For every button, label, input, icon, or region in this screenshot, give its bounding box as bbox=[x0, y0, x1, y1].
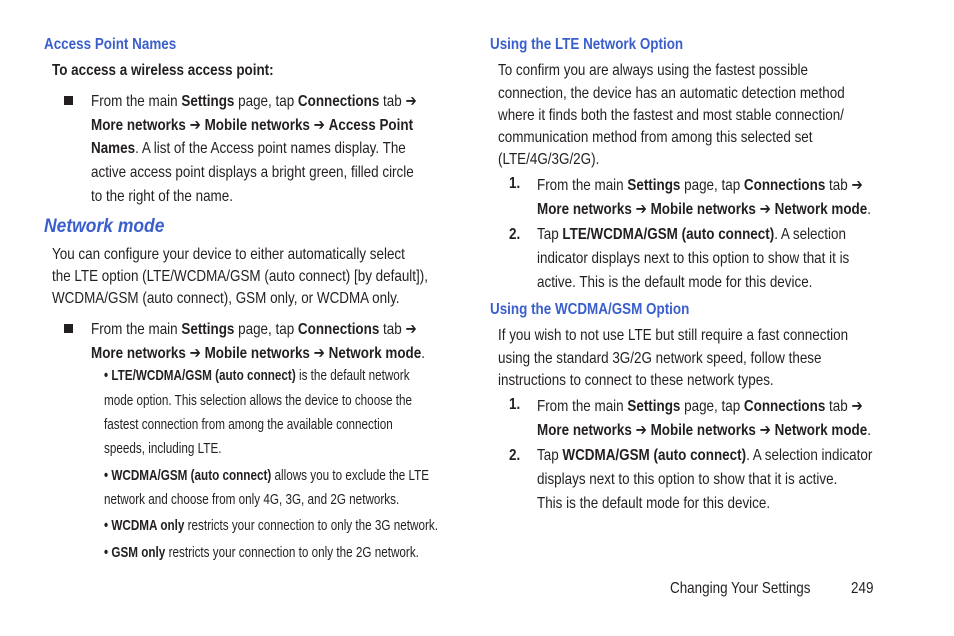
apn-step-line1: From the main Settings page, tap Connections tab ➔ bbox=[91, 91, 417, 110]
lte-para-line5: (LTE/4G/3G/2G). bbox=[498, 151, 600, 168]
arrow-icon: ➔ bbox=[759, 199, 771, 218]
lte-option-heading: Using the LTE Network Option bbox=[490, 36, 684, 53]
network-mode-para-line1: You can configure your device to either automatically select bbox=[52, 246, 405, 263]
bullet-square bbox=[64, 96, 73, 105]
arrow-icon: ➔ bbox=[189, 115, 201, 134]
nm-step-line1: From the main Settings page, tap Connections tab ➔ bbox=[91, 319, 417, 338]
lte-para-line4: communication method from among this selected set bbox=[498, 129, 813, 146]
step-number: 1. bbox=[509, 175, 521, 192]
step-number: 1. bbox=[509, 396, 521, 413]
wcdma-gsm-option-heading: Using the WCDMA/GSM Option bbox=[490, 301, 690, 318]
wcdma-step2-line3: This is the default mode for this device. bbox=[537, 495, 771, 512]
network-mode-para-line3: WCDMA/GSM (auto connect), GSM only, or WCDMA only. bbox=[52, 290, 400, 307]
apn-step-line2: More networks ➔ Mobile networks ➔ Access Point bbox=[91, 115, 414, 134]
page-number: 249 bbox=[851, 580, 874, 597]
apn-step-line5: to the right of the name. bbox=[91, 188, 233, 205]
bullet-square bbox=[64, 324, 73, 333]
apn-step-line4: active access point displays a bright green, filled circle bbox=[91, 164, 414, 181]
arrow-icon: ➔ bbox=[851, 396, 863, 415]
sub-bullet-gsm-only: • GSM only restricts your connection to only the 2G network. bbox=[104, 544, 419, 561]
lte-para-line2: connection, the device has an automatic detection method bbox=[498, 85, 845, 102]
lte-step1-line2: More networks ➔ Mobile networks ➔ Network mode. bbox=[537, 199, 871, 218]
network-mode-heading: Network mode bbox=[44, 216, 165, 237]
wcdma-step1-line2: More networks ➔ Mobile networks ➔ Network mode. bbox=[537, 420, 871, 439]
wcdma-step2-line2: displays next to this option to show that it is active. bbox=[537, 471, 838, 488]
wcdma-para-line3: instructions to connect to these network types. bbox=[498, 372, 774, 389]
lte-step2-line3: active. This is the default mode for this device. bbox=[537, 274, 813, 291]
wcdma-para-line1: If you wish to not use LTE but still require a fast connection bbox=[498, 327, 849, 344]
arrow-icon: ➔ bbox=[405, 91, 417, 110]
arrow-icon: ➔ bbox=[189, 343, 201, 362]
arrow-icon: ➔ bbox=[405, 319, 417, 338]
sub-bullet-lte-line2: mode option. This selection allows the device to choose the bbox=[104, 392, 413, 409]
lte-step1-line1: From the main Settings page, tap Connections tab ➔ bbox=[537, 175, 863, 194]
arrow-icon: ➔ bbox=[313, 115, 325, 134]
sub-bullet-wcdma-gsm-line2: network and choose from only 4G, 3G, and 2G networks. bbox=[104, 491, 400, 508]
arrow-icon: ➔ bbox=[851, 175, 863, 194]
lte-para-line3: where it finds both the fastest and most stable connection/ bbox=[498, 107, 844, 124]
wcdma-step1-line1: From the main Settings page, tap Connections tab ➔ bbox=[537, 396, 863, 415]
nm-step-line2: More networks ➔ Mobile networks ➔ Network mode. bbox=[91, 343, 425, 362]
step-number: 2. bbox=[509, 226, 521, 243]
step-number: 2. bbox=[509, 447, 521, 464]
sub-bullet-wcdma-only: • WCDMA only restricts your connection to only the 3G network. bbox=[104, 517, 438, 534]
access-intro: To access a wireless access point: bbox=[52, 62, 274, 79]
footer-section-title: Changing Your Settings bbox=[670, 580, 811, 597]
wcdma-para-line2: using the standard 3G/2G network speed, follow these bbox=[498, 350, 822, 367]
arrow-icon: ➔ bbox=[759, 420, 771, 439]
sub-bullet-lte-line4: speeds, including LTE. bbox=[104, 440, 222, 457]
arrow-icon: ➔ bbox=[313, 343, 325, 362]
sub-bullet-lte-line3: fastest connection from among the available connection bbox=[104, 416, 393, 433]
arrow-icon: ➔ bbox=[635, 420, 647, 439]
lte-step2-line2: indicator displays next to this option to show that it is bbox=[537, 250, 850, 267]
arrow-icon: ➔ bbox=[635, 199, 647, 218]
sub-bullet-wcdma-gsm: • WCDMA/GSM (auto connect) allows you to exclude the LTE bbox=[104, 467, 430, 484]
wcdma-step2-line1: Tap WCDMA/GSM (auto connect). A selection indicator bbox=[537, 447, 873, 464]
network-mode-para-line2: the LTE option (LTE/WCDMA/GSM (auto connect) [by default]), bbox=[52, 268, 428, 285]
lte-step2-line1: Tap LTE/WCDMA/GSM (auto connect). A selection bbox=[537, 226, 846, 243]
access-point-names-heading: Access Point Names bbox=[44, 36, 177, 53]
apn-step-line3: Names. A list of the Access point names display. The bbox=[91, 140, 406, 157]
lte-para-line1: To confirm you are always using the fastest possible bbox=[498, 62, 809, 79]
sub-bullet-lte: • LTE/WCDMA/GSM (auto connect) is the default network bbox=[104, 367, 410, 384]
